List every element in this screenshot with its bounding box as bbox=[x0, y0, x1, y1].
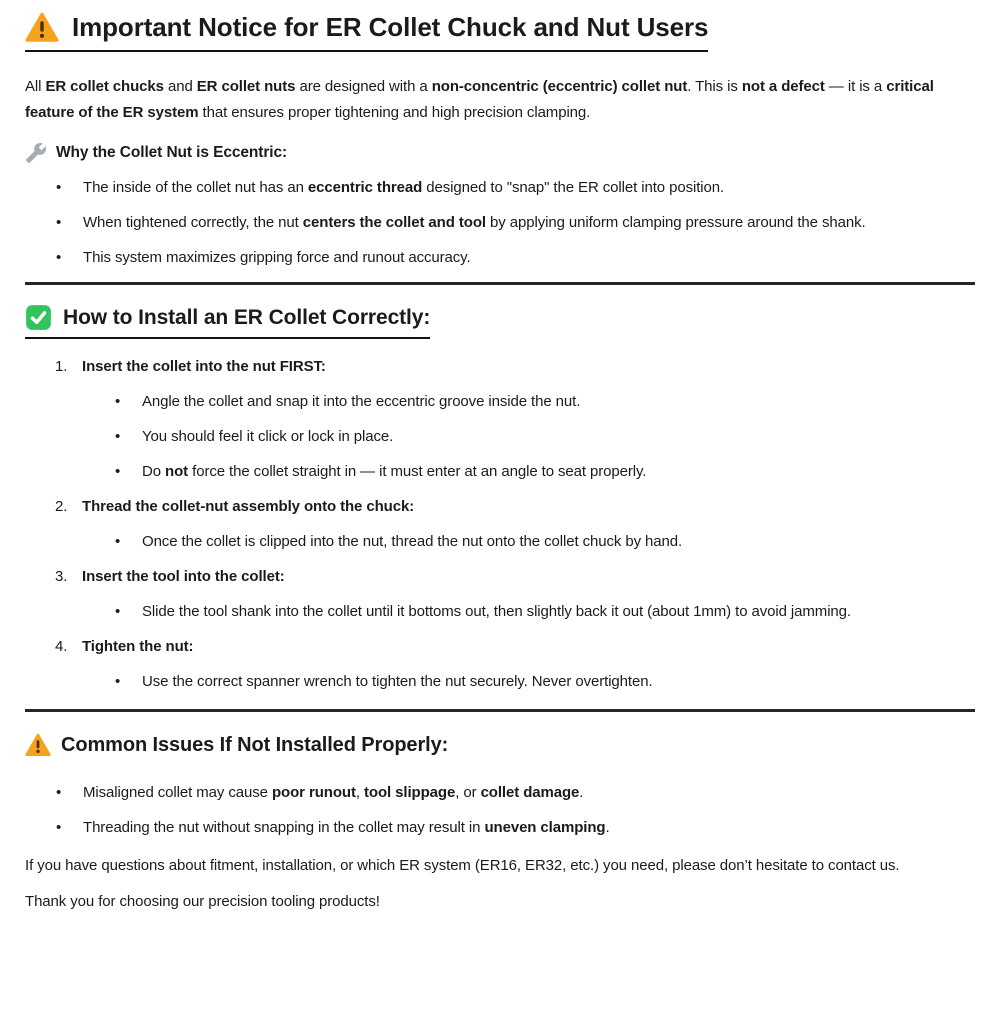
thanks-paragraph: Thank you for choosing our precision tooling products! bbox=[25, 893, 380, 910]
section-divider bbox=[25, 282, 975, 285]
step-item bbox=[55, 636, 975, 692]
step-label-text: Insert the tool into the collet: bbox=[82, 568, 285, 585]
why-heading bbox=[25, 142, 975, 164]
step-sub-list bbox=[55, 671, 975, 692]
warning-triangle-icon bbox=[25, 733, 51, 757]
step-label bbox=[55, 566, 975, 587]
step-sub-list bbox=[55, 531, 975, 552]
step-number: 4. bbox=[55, 638, 68, 655]
bullet-item: • The inside of the collet nut has an eccentric thread designed to "snap" the ER collet into position. bbox=[83, 177, 975, 198]
bullet-item: • This system maximizes gripping force and runout accuracy. bbox=[83, 247, 975, 268]
step-label bbox=[55, 356, 975, 377]
install-heading-text: How to Install an ER Collet Correctly: bbox=[63, 305, 431, 329]
step-sub-list bbox=[55, 391, 975, 482]
bullet-item: • Threading the nut without snapping in the collet may result in uneven clamping. bbox=[83, 817, 975, 838]
step-sub-list bbox=[55, 601, 975, 622]
section-divider bbox=[25, 709, 975, 712]
sub-bullet-item: • Angle the collet and snap it into the eccentric groove inside the nut. bbox=[142, 391, 975, 412]
sub-bullet-item: • Once the collet is clipped into the nut, thread the nut onto the collet chuck by hand. bbox=[142, 531, 975, 552]
step-item bbox=[55, 566, 975, 622]
sub-bullet-item: • Use the correct spanner wrench to tighten the nut securely. Never overtighten. bbox=[142, 671, 975, 692]
wrench-icon bbox=[25, 142, 47, 164]
sub-bullet-item: • Slide the tool shank into the collet until it bottoms out, then slightly back it out (about 1mm) to avoid jamming. bbox=[142, 601, 975, 622]
why-heading-text: Why the Collet Nut is Eccentric: bbox=[56, 144, 288, 161]
sub-bullet-item: • You should feel it click or lock in place. bbox=[142, 426, 975, 447]
issues-bullet-list bbox=[25, 782, 975, 838]
intro-paragraph: All ER collet chucks and ER collet nuts are designed with a non-concentric (eccentric) collet nut. This is not a defect — it is a critical feature of the ER system that ensures proper tightening and high precision clamping. bbox=[25, 78, 934, 121]
step-label bbox=[55, 496, 975, 517]
install-steps-list bbox=[25, 356, 975, 692]
step-item bbox=[55, 496, 975, 552]
step-number: 1. bbox=[55, 358, 68, 375]
issues-heading-text: Common Issues If Not Installed Properly: bbox=[61, 733, 449, 756]
page-title bbox=[25, 12, 708, 52]
page-title-text: Important Notice for ER Collet Chuck and Nut Users bbox=[72, 12, 709, 42]
sub-bullet-item: • Do not force the collet straight in — it must enter at an angle to seat properly. bbox=[142, 461, 975, 482]
closing-paragraph: If you have questions about fitment, installation, or which ER system (ER16, ER32, etc.) you need, please don’t hesitate to contact us. bbox=[25, 857, 900, 874]
step-number: 2. bbox=[55, 498, 68, 515]
install-heading bbox=[25, 304, 430, 339]
warning-triangle-icon bbox=[25, 12, 59, 43]
issues-heading bbox=[25, 733, 975, 757]
step-item bbox=[55, 356, 975, 482]
bullet-item: • When tightened correctly, the nut centers the collet and tool by applying uniform clamping pressure around the shank. bbox=[83, 212, 975, 233]
step-label-text: Insert the collet into the nut FIRST: bbox=[82, 358, 326, 375]
step-number: 3. bbox=[55, 568, 68, 585]
step-label-text: Thread the collet-nut assembly onto the chuck: bbox=[82, 498, 415, 515]
step-label bbox=[55, 636, 975, 657]
bullet-item: • Misaligned collet may cause poor runout, tool slippage, or collet damage. bbox=[83, 782, 975, 803]
check-square-icon bbox=[25, 304, 52, 331]
step-label-text: Tighten the nut: bbox=[82, 638, 194, 655]
why-bullet-list bbox=[25, 177, 975, 268]
